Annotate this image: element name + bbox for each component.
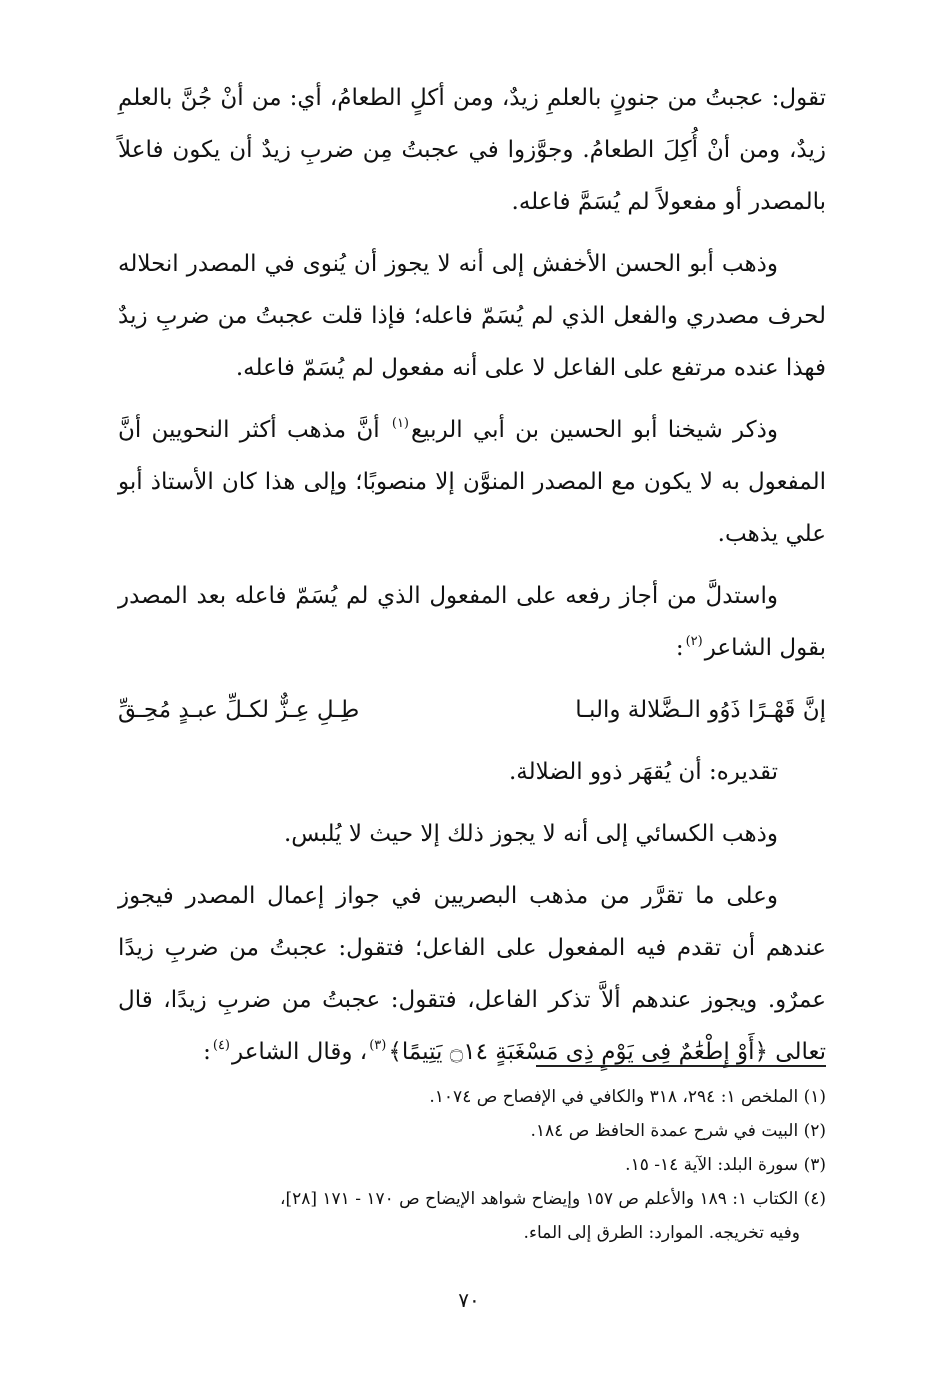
footnote-3: (٣) سورة البلد: الآية ١٤- ١٥. — [625, 1155, 826, 1175]
paragraph-7-text-before: وعلى ما تقرَّر من مذهب البصريين في جواز إعمال المصدر فيجوز عندهم أن تقدم فيه المفعول على الفاعل؛ فتقول: عجبتُ من ضربِ زيدًا عمرٌو. ويجوز عندهم ألاَّ تذكر الفاعل، فتقول: عجبتُ من ضربِ زيدًا، قال تعالى ﴿أَوْ إِطْعَٰمٌ فِى يَوْمٍ ذِى مَسْغَبَةٍ ۝١٤ يَتِيمًا﴾ — [118, 883, 826, 1065]
paragraph-4-text-after: : — [675, 635, 684, 661]
paragraph-4-text-before: واستدلَّ من أجاز رفعه على المفعول الذي لم يُسَمّ فاعله بعد المصدر بقول الشاعر — [118, 583, 826, 661]
paragraph-2: وذهب أبو الحسن الأخفش إلى أنه لا يجوز أن يُنوى في المصدر انحلاله لحرف مصدري والفعل الذي لم يُسَمّ فاعله؛ فإذا قلت عجبتُ من ضربِ زيدٌ فهذا عنده مرتفع على الفاعل لا على أنه مفعول لم يُسَمّ فاعله. — [118, 251, 826, 381]
footnotes — [118, 1080, 826, 1250]
footnote-4 — [118, 1182, 826, 1250]
page-number: ٧٠ — [458, 1288, 480, 1312]
paragraph-7-text-after: : — [203, 1039, 211, 1065]
paragraph-3-text-before: وذكر شيخنا أبو الحسين بن أبي الربيع — [411, 417, 778, 443]
paragraph-3 — [118, 404, 826, 560]
verse-first-hemistich: إنَّ قَهْـرًا ذَوُو الـضَّلالة والبـا — [575, 697, 826, 723]
paragraph-7-text-middle: ، وقال الشاعر — [232, 1039, 368, 1065]
footnote-4-continuation: وفيه تخريجه. الموارد: الطرق إلى الماء. — [523, 1223, 800, 1243]
paragraph-5: تقديره: أن يُقهَر ذوو الضلالة. — [508, 759, 778, 785]
paragraph-1: تقول: عجبتُ من جنونٍ بالعلمِ زيدٌ، ومن أكلٍ الطعامُ، أي: من أنْ جُنَّ بالعلمِ زيدٌ، ومن أنْ أُكِلَ الطعامُ. وجوَّزوا في عجبتُ مِن ضربِ زيدٌ أن يكون فاعلاً بالمصدر أو مفعولاً لم يُسَمَّ فاعله. — [118, 85, 826, 215]
paragraph-3-text-after: أنَّ مذهب أكثر النحويين أنَّ المفعول به لا يكون مع المصدر المنوَّن إلا منصوبًا؛ وإلى هذا كان الأستاذ أبو علي يذهب. — [118, 417, 826, 547]
footnote-ref-1: (١) — [391, 416, 409, 431]
footnote-ref-2: (٢) — [685, 634, 703, 649]
verse-second-hemistich: طِـلِ عِـزٌّ لكـلِّ عبـدٍ مُحِـقِّ — [118, 697, 360, 723]
main-text — [118, 72, 826, 1088]
paragraph-4 — [118, 570, 826, 674]
footnote-2: (٢) البيت في شرح عمدة الحافظ ص ١٨٤. — [530, 1121, 826, 1141]
footnote-ref-4: (٤) — [212, 1038, 230, 1053]
paragraph-6: وذهب الكسائي إلى أنه لا يجوز ذلك إلا حيث لا يُلبس. — [283, 821, 778, 847]
poetry-verse — [118, 684, 826, 736]
footnote-4-text: (٤) الكتاب ١: ١٨٩ والأعلم ص ١٥٧ وإيضاح شواهد الإيضاح ص ١٧٠ - ١٧١ [٢٨]، — [279, 1189, 826, 1209]
footnote-divider — [536, 1065, 826, 1067]
paragraph-7 — [118, 870, 826, 1078]
footnote-1: (١) الملخص ١: ٢٩٤، ٣١٨ والكافي في الإفصاح ص ١٠٧٤. — [429, 1087, 826, 1107]
footnote-ref-3: (٣) — [369, 1038, 387, 1053]
